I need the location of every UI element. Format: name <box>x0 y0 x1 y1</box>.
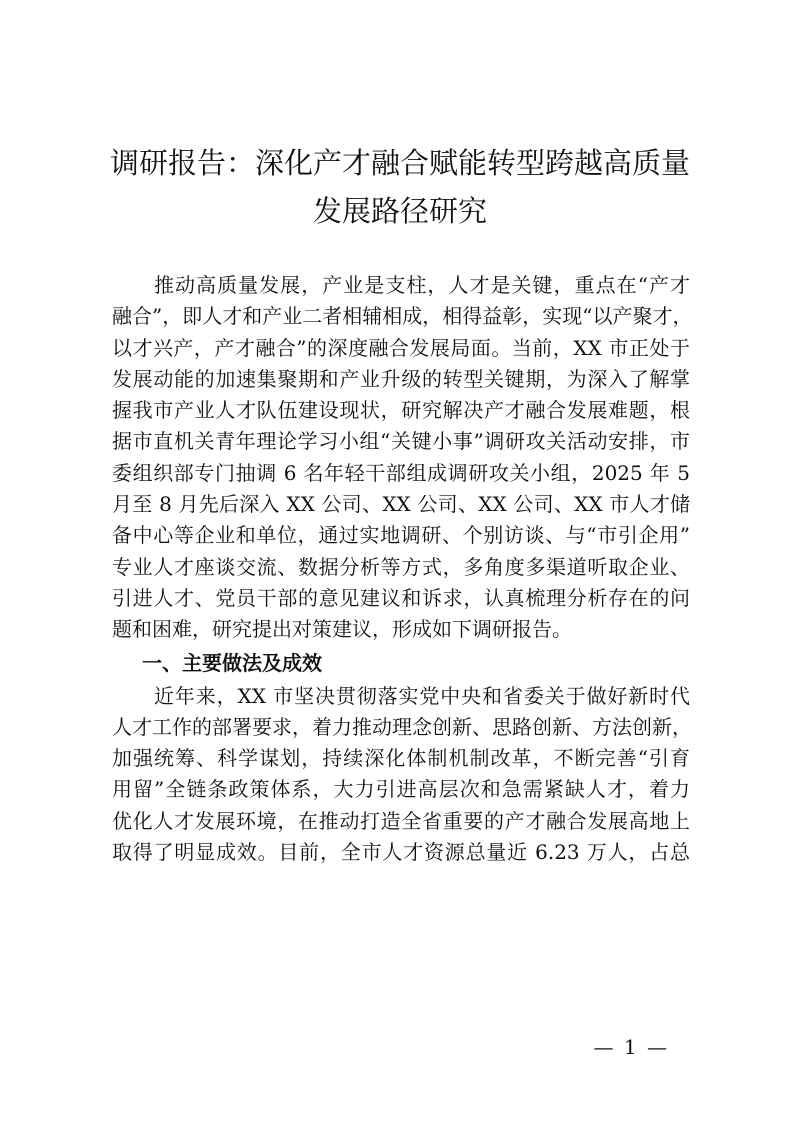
intro-paragraph <box>112 270 693 646</box>
text-line: 优化人才发展环境，在推动打造全省重要的产才融合发展高地上 <box>112 808 690 833</box>
text-line: 加强统筹、科学谋划，持续深化体制机制改革，不断完善“引育 <box>112 746 690 771</box>
text-line: 题和困难，研究提出对策建议，形成如下调研报告。 <box>112 617 572 642</box>
title-line: 发展路径研究 <box>312 194 487 228</box>
document-title <box>100 139 700 235</box>
document-body <box>112 270 693 868</box>
text-line: 以才兴产，产才融合”的深度融合发展局面。当前，XX 市正处于 <box>112 335 690 360</box>
section-heading: 一、主要做法及成效 <box>142 650 322 675</box>
text-line: 备中心等企业和单位，通过实地调研、个别访谈、与“市引企用” <box>112 523 690 548</box>
text-line: 月至 8 月先后深入 XX 公司、XX 公司、XX 公司、XX 市人才储 <box>112 492 690 517</box>
text-line: 握我市产业人才队伍建设现状，研究解决产才融合发展难题，根 <box>112 398 690 423</box>
text-line: 融合”，即人才和产业二者相辅相成，相得益彰，实现“以产聚才， <box>112 304 693 329</box>
text-line: 发展动能的加速集聚期和产业升级的转型关键期，为深入了解掌 <box>112 366 690 391</box>
text-line: 人才工作的部署要求，着力推动理念创新、思路创新、方法创新， <box>112 714 692 739</box>
text-line: 用留”全链条政策体系，大力引进高层次和急需紧缺人才，着力 <box>112 777 690 802</box>
text-line: 推动高质量发展，产业是支柱，人才是关键，重点在“产才 <box>154 273 690 297</box>
text-line: 取得了明显成效。目前，全市人才资源总量近 6.23 万人，占总 <box>112 840 690 865</box>
page-number: — 1 — <box>593 1035 669 1059</box>
text-line: 据市直机关青年理论学习小组“关键小事”调研攻关活动安排，市 <box>112 429 690 454</box>
text-line: 近年来，XX 市坚决贯彻落实党中央和省委关于做好新时代 <box>154 683 690 708</box>
section-paragraph <box>112 681 690 869</box>
text-line: 专业人才座谈交流、数据分析等方式，多角度多渠道听取企业、 <box>112 554 690 579</box>
text-line: 委组织部专门抽调 6 名年轻干部组成调研攻关小组，2025 年 5 <box>112 460 690 485</box>
text-line: 引进人才、党员干部的意见建议和诉求，认真梳理分析存在的问 <box>112 585 690 610</box>
title-line: 调研报告：深化产才融合赋能转型跨越高质量 <box>109 146 690 180</box>
